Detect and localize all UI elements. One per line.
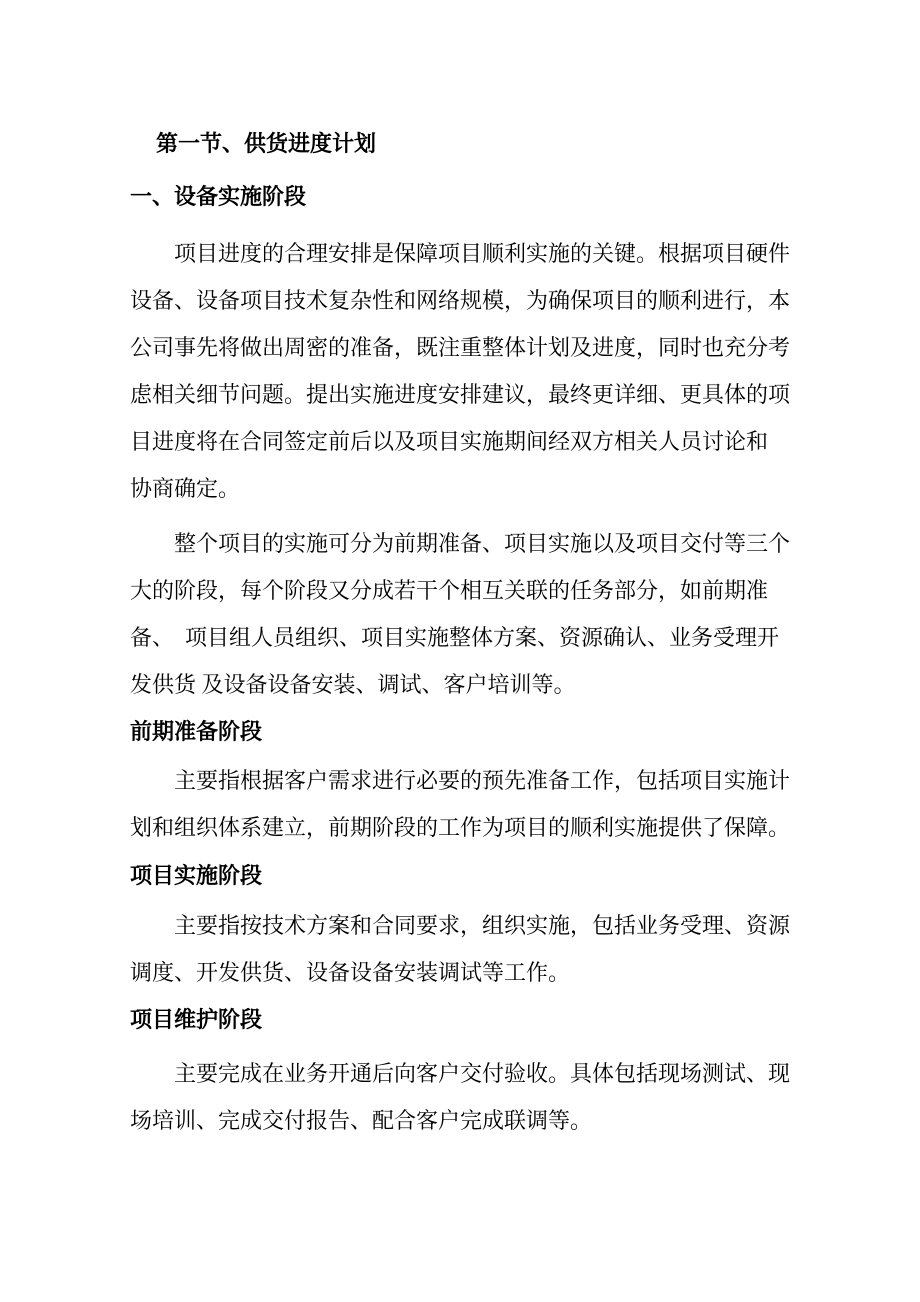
paragraph <box>130 230 830 512</box>
phase-heading: 项目维护阶段 <box>130 1007 263 1032</box>
section-heading: 一、设备实施阶段 <box>130 184 307 209</box>
text-line: 划和组织体系建立，前期阶段的工作为项目的顺利实施提供了保障。 <box>130 815 791 840</box>
text-line: 场培训、完成交付报告、配合客户完成联调等。 <box>130 1108 593 1133</box>
text-line: 主要指按技术方案和合同要求，组织实施，包括业务受理、资源 <box>174 913 791 938</box>
text-line: 虑相关细节问题。提出实施进度安排建议，最终更详细、更具体的项 <box>130 382 791 407</box>
text-line: 备、 项目组人员组织、项目实施整体方案、资源确认、业务受理开 <box>130 625 780 650</box>
paragraph <box>130 520 830 708</box>
text-line: 目进度将在合同签定前后以及项目实施期间经双方相关人员讨论和 <box>130 429 769 454</box>
text-line: 公司事先将做出周密的准备，既注重整体计划及进度，同时也充分考 <box>130 335 791 360</box>
chapter-heading: 第一节、供货进度计划 <box>156 131 377 156</box>
text-line: 发供货 及设备设备安装、调试、客户培训等。 <box>130 672 576 697</box>
text-line: 整个项目的实施可分为前期准备、项目实施以及项目交付等三个 <box>174 531 791 556</box>
paragraph <box>130 757 830 851</box>
text-line: 大的阶段，每个阶段又分成若干个相互关联的任务部分，如前期准 <box>130 578 769 603</box>
text-line: 设备、设备项目技术复杂性和网络规模，为确保项目的顺利进行，本 <box>130 288 791 313</box>
text-line: 协商确定。 <box>130 476 241 501</box>
phase-heading: 前期准备阶段 <box>130 719 263 744</box>
paragraph <box>130 902 830 996</box>
text-line: 调度、开发供货、设备设备安装调试等工作。 <box>130 960 571 985</box>
text-line: 主要指根据客户需求进行必要的预先准备工作，包括项目实施计 <box>174 768 791 793</box>
text-line: 项目进度的合理安排是保障项目顺利实施的关键。根据项目硬件 <box>174 241 791 266</box>
page-content <box>130 120 830 1144</box>
paragraph <box>130 1050 830 1144</box>
phase-heading: 项目实施阶段 <box>130 863 263 888</box>
text-line: 主要完成在业务开通后向客户交付验收。具体包括现场测试、现 <box>174 1061 791 1086</box>
